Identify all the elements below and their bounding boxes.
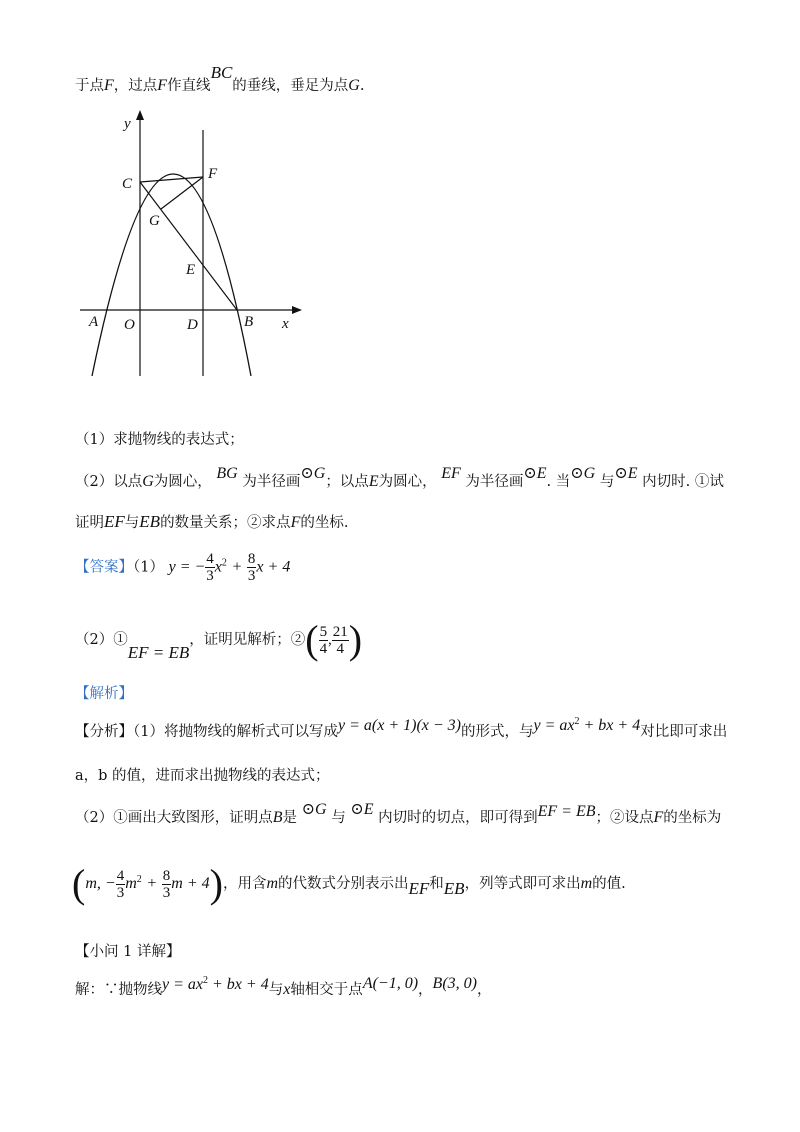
text-span: 3 — [247, 568, 256, 584]
parenthesis: ) — [348, 617, 363, 662]
exponent: 2 — [221, 557, 227, 569]
text-span: + — [146, 875, 158, 892]
exponent: 2 — [574, 716, 580, 728]
text-span: 为半径画 — [242, 474, 301, 490]
exponent: 2 — [136, 874, 142, 886]
analysis-heading: 【解析】 — [75, 686, 133, 702]
text-span: 证明 — [75, 515, 104, 531]
text-span: ；以点 — [325, 474, 369, 490]
text-span: ， — [418, 982, 433, 998]
text-span: 8 — [162, 867, 171, 884]
text-span: y = − — [168, 558, 206, 576]
text-span: B(3, 0) — [432, 975, 477, 992]
intro-line — [75, 63, 365, 95]
question-2-line-1 — [75, 465, 724, 491]
answer-1 — [75, 551, 290, 584]
text-span: （2）①画出大致图形，证明点 — [75, 810, 273, 826]
text-span: 3 — [206, 568, 214, 584]
text-span: EF = EB — [537, 803, 596, 820]
text-span: A(−1, 0) — [362, 975, 419, 992]
text-span: （2）① — [75, 632, 128, 648]
text-span: 与 — [599, 474, 615, 490]
label-O: O — [124, 317, 135, 333]
text-span: 为半径画 — [465, 474, 524, 490]
text-span: EF = EB — [127, 643, 190, 662]
text-span: 对比即可求出 — [640, 724, 728, 740]
text-span: 3 — [162, 884, 171, 901]
text-span: 为圆心， — [378, 474, 437, 490]
analysis-line-2: a，b 的值，进而求出抛物线的表达式； — [75, 768, 330, 784]
segment-CB — [140, 182, 237, 310]
text-span: ；②设点 — [595, 810, 654, 826]
text-span: 8 — [247, 551, 256, 567]
text-span: 是 — [282, 810, 298, 826]
label-y: y — [124, 116, 131, 132]
text: 作直线 — [167, 78, 211, 94]
fraction — [116, 868, 126, 901]
text-span: 内切时. ①试 — [642, 474, 724, 490]
text-span: （2）以点 — [75, 474, 143, 490]
text-span: x — [214, 558, 222, 576]
line-label: BC — [210, 63, 233, 82]
fraction — [319, 624, 329, 657]
text-span: m — [125, 875, 137, 892]
solution-line — [75, 975, 492, 999]
text-span: 的坐标为 — [663, 810, 722, 826]
text-span: F — [653, 809, 664, 826]
text-span: 【分析】 — [75, 724, 133, 740]
text-span: 的坐标. — [300, 515, 349, 531]
fraction — [332, 624, 349, 657]
text-span: 21 — [332, 623, 348, 640]
parabola-figure — [80, 108, 310, 383]
text-span: y = ax — [533, 717, 575, 734]
text-span: 轴相交于点 — [290, 982, 363, 998]
label-G: G — [149, 213, 160, 229]
text-span: EF — [104, 512, 125, 531]
y-axis-arrow — [136, 110, 144, 120]
x-axis-arrow — [292, 306, 302, 314]
text-span: 的形式，与 — [461, 724, 534, 740]
fraction — [162, 868, 172, 901]
text-span: （1）将抛物线的解析式可以写成 — [133, 724, 338, 740]
text-span: E — [368, 473, 379, 490]
exponent: 2 — [203, 975, 208, 987]
text-span: . 当 — [546, 474, 571, 490]
text-span: 的值. — [592, 876, 626, 892]
text-span: y = ax — [162, 976, 203, 993]
text-span: EB — [443, 879, 465, 898]
text-span: （1） — [133, 559, 164, 576]
text-span: 解：∵抛物线 — [75, 982, 162, 998]
text-span: ，用含 — [222, 876, 267, 892]
text-span: ⊙G — [570, 465, 596, 482]
segment-FG — [161, 177, 203, 209]
text: . — [359, 78, 365, 94]
text-span: 4 — [116, 867, 125, 884]
text-span: B — [272, 809, 283, 826]
analysis-line-1 — [75, 716, 728, 741]
text-span: ⊙G — [301, 801, 327, 818]
parenthesis: ( — [305, 617, 319, 662]
parenthesis: ( — [72, 861, 86, 906]
text-span: EB — [139, 512, 161, 531]
text-span: 的代数式分别表示出 — [278, 876, 409, 892]
analysis-line-3 — [75, 801, 722, 827]
text-span: EF — [441, 465, 461, 482]
sub-question-heading: 【小问 1 详解】 — [75, 944, 181, 960]
question-1: （1）求抛物线的表达式； — [75, 432, 244, 448]
text-span: BG — [216, 465, 238, 482]
text-span: ， — [476, 982, 492, 998]
parenthesis: ) — [209, 861, 223, 906]
text-span: 为圆心， — [153, 474, 212, 490]
text-span: F — [290, 514, 301, 531]
text-span: 内切时的切点，即可得到 — [378, 810, 538, 826]
text-span: 4 — [336, 640, 344, 657]
text-span: m + 4 — [171, 875, 210, 892]
question-2-line-2 — [75, 511, 348, 532]
text-span: + bx + 4 — [579, 717, 641, 734]
label-F: F — [208, 166, 218, 182]
text-span: ，列等式即可求出 — [464, 876, 581, 892]
segment-CF — [140, 177, 203, 182]
label-D: D — [187, 317, 198, 333]
answer-label: 【答案】 — [75, 559, 133, 576]
text-span: ⊙G — [300, 465, 326, 482]
text-span: ⊙E — [523, 465, 547, 482]
text-span: EF — [408, 879, 430, 898]
text-span: ⊙E — [350, 801, 374, 818]
text-span: ，证明见解析；② — [189, 632, 306, 648]
answer-2 — [75, 617, 363, 662]
text-span: m — [266, 875, 279, 892]
text-span: 4 — [319, 640, 328, 657]
text-span: 与 — [331, 810, 346, 826]
text-span: x — [283, 981, 291, 998]
label-x: x — [282, 316, 289, 332]
text-span: m, − — [85, 875, 116, 892]
text-span: x + 4 — [256, 558, 291, 576]
point-label: G — [348, 77, 360, 94]
text-span: , — [328, 632, 332, 648]
text-span: 4 — [206, 551, 214, 567]
analysis-line-4 — [72, 861, 626, 906]
fraction — [247, 551, 257, 584]
label-E: E — [186, 262, 196, 278]
text-span: 的数量关系；②求点 — [160, 515, 291, 531]
text-span: y = a(x + 1)(x − 3) — [337, 717, 461, 734]
text-span: m — [580, 875, 593, 892]
text-span: G — [142, 473, 154, 490]
text-span: 与 — [124, 515, 140, 531]
point-label: F — [157, 77, 168, 94]
label-B: B — [244, 314, 254, 330]
text: ，过点 — [113, 78, 158, 94]
text: 于点 — [75, 78, 104, 94]
text-span: 和 — [429, 876, 444, 892]
fraction — [205, 551, 215, 584]
label-A: A — [89, 314, 99, 330]
text-span: 3 — [116, 884, 125, 901]
text: 的垂线，垂足为点 — [232, 78, 349, 94]
label-C: C — [122, 176, 133, 192]
text-span: + bx + 4 — [208, 976, 269, 993]
text-span: 与 — [268, 982, 284, 998]
text-span: + — [231, 558, 243, 576]
text-span: ⊙E — [614, 465, 638, 482]
text-span: 5 — [319, 623, 328, 640]
point-label: F — [104, 77, 114, 94]
parabola-curve — [92, 174, 254, 376]
